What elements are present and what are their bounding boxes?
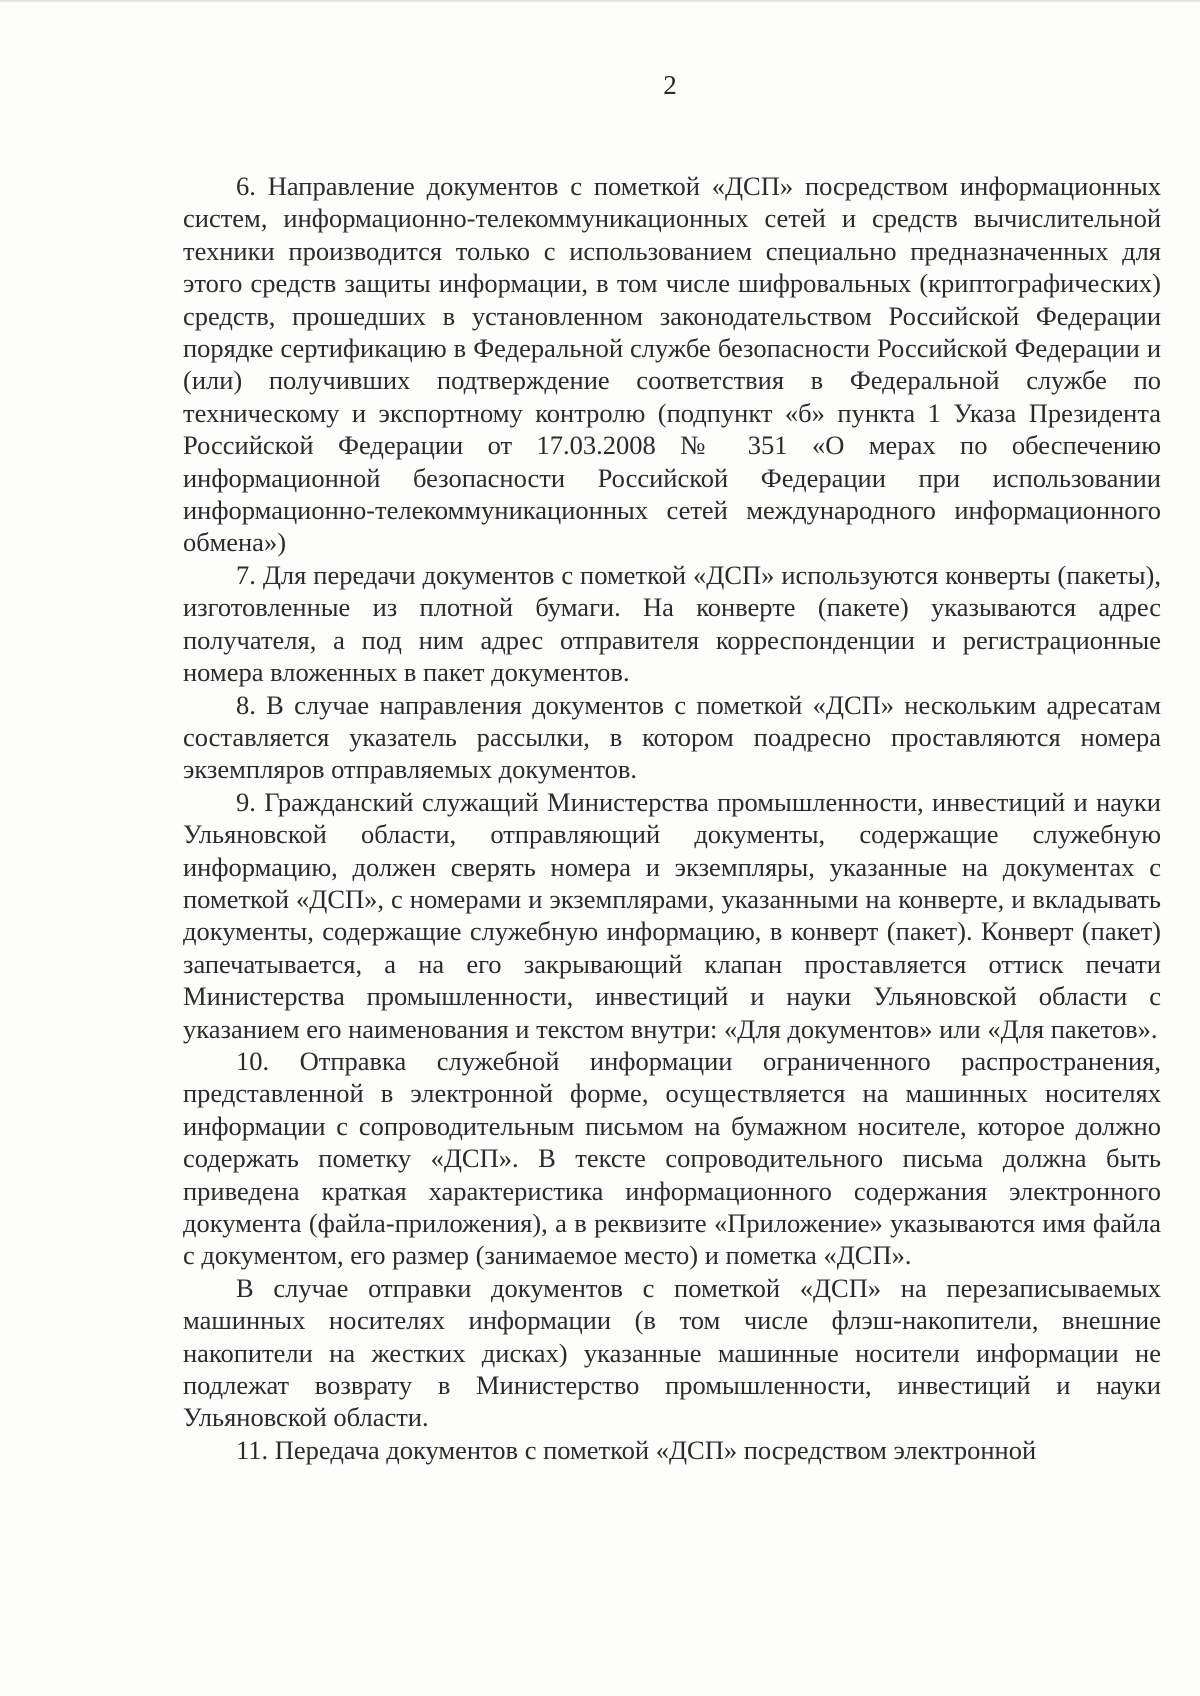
paragraph-9: 9. Гражданский служащий Министерства промышленности, инвестиций и науки Ульяновской области, отправляющий документы, содержащие служебную информацию, должен сверять номера и экземпляры, указанные на документах с пометкой «ДСП», с номерами и экземплярами, указанными на конверте, и вкладывать документы, содержащие служебную информацию, в конверт (пакет). Конверт (пакет) запечатывается, а на его закрывающий клапан проставляется оттиск печати Министерства промышленности, инвестиций и науки Ульяновской области с указанием его наименования и текстом внутри: «Для документов» или «Для пакетов». bbox=[183, 786, 1161, 1044]
document-body bbox=[183, 170, 1161, 1466]
page-number: 2 bbox=[663, 70, 677, 100]
scan-edge bbox=[0, 0, 1200, 3]
paragraph-10: 10. Отправка служебной информации ограниченного распространения, представленной в электронной форме, осуществляется на машинных носителях информации с сопроводительным письмом на бумажном носителе, которое должно содержать пометку «ДСП». В тексте сопроводительного письма должна быть приведена краткая характеристика информационного содержания электронного документа (файла-приложения), а в реквизите «Приложение» указываются имя файла с документом, его размер (занимаемое место) и пометка «ДСП». bbox=[183, 1045, 1161, 1271]
paragraph-6: 6. Направление документов с пометкой «ДСП» посредством информационных систем, информационно-телекоммуникационных сетей и средств вычислительной техники производится только с использованием специально предназначенных для этого средств защиты информации, в том числе шифровальных (криптографических) средств, прошедших в установленном законодательством Российской Федерации порядке сертификацию в Федеральной службе безопасности Российской Федерации и (или) получивших подтверждение соответствия в Федеральной службе по техническому и экспортному контролю (подпункт «б» пункта 1 Указа Президента Российской Федерации от 17.03.2008 № 351 «О мерах по обеспечению информационной безопасности Российской Федерации при использовании информационно-телекоммуникационных сетей международного информационного обмена») bbox=[183, 171, 1161, 558]
paragraph-8: 8. В случае направления документов с пометкой «ДСП» нескольким адресатам составляется указатель рассылки, в котором поадресно проставляются номера экземпляров отправляемых документов. bbox=[183, 689, 1161, 785]
paragraph-11: 11. Передача документов с пометкой «ДСП» посредством электронной bbox=[236, 1434, 1037, 1465]
paragraph-7: 7. Для передачи документов с пометкой «ДСП» используются конверты (пакеты), изготовленные из плотной бумаги. На конверте (пакете) указываются адрес получателя, а под ним адрес отправителя корреспонденции и регистрационные номера вложенных в пакет документов. bbox=[183, 559, 1161, 688]
paragraph-10-continued: В случае отправки документов с пометкой «ДСП» на перезаписываемых машинных носителях информации (в том числе флэш-накопители, внешние накопители на жестких дисках) указанные машинные носители информации не подлежат возврату в Министерство промышленности, инвестиций и науки Ульяновской области. bbox=[183, 1272, 1161, 1433]
